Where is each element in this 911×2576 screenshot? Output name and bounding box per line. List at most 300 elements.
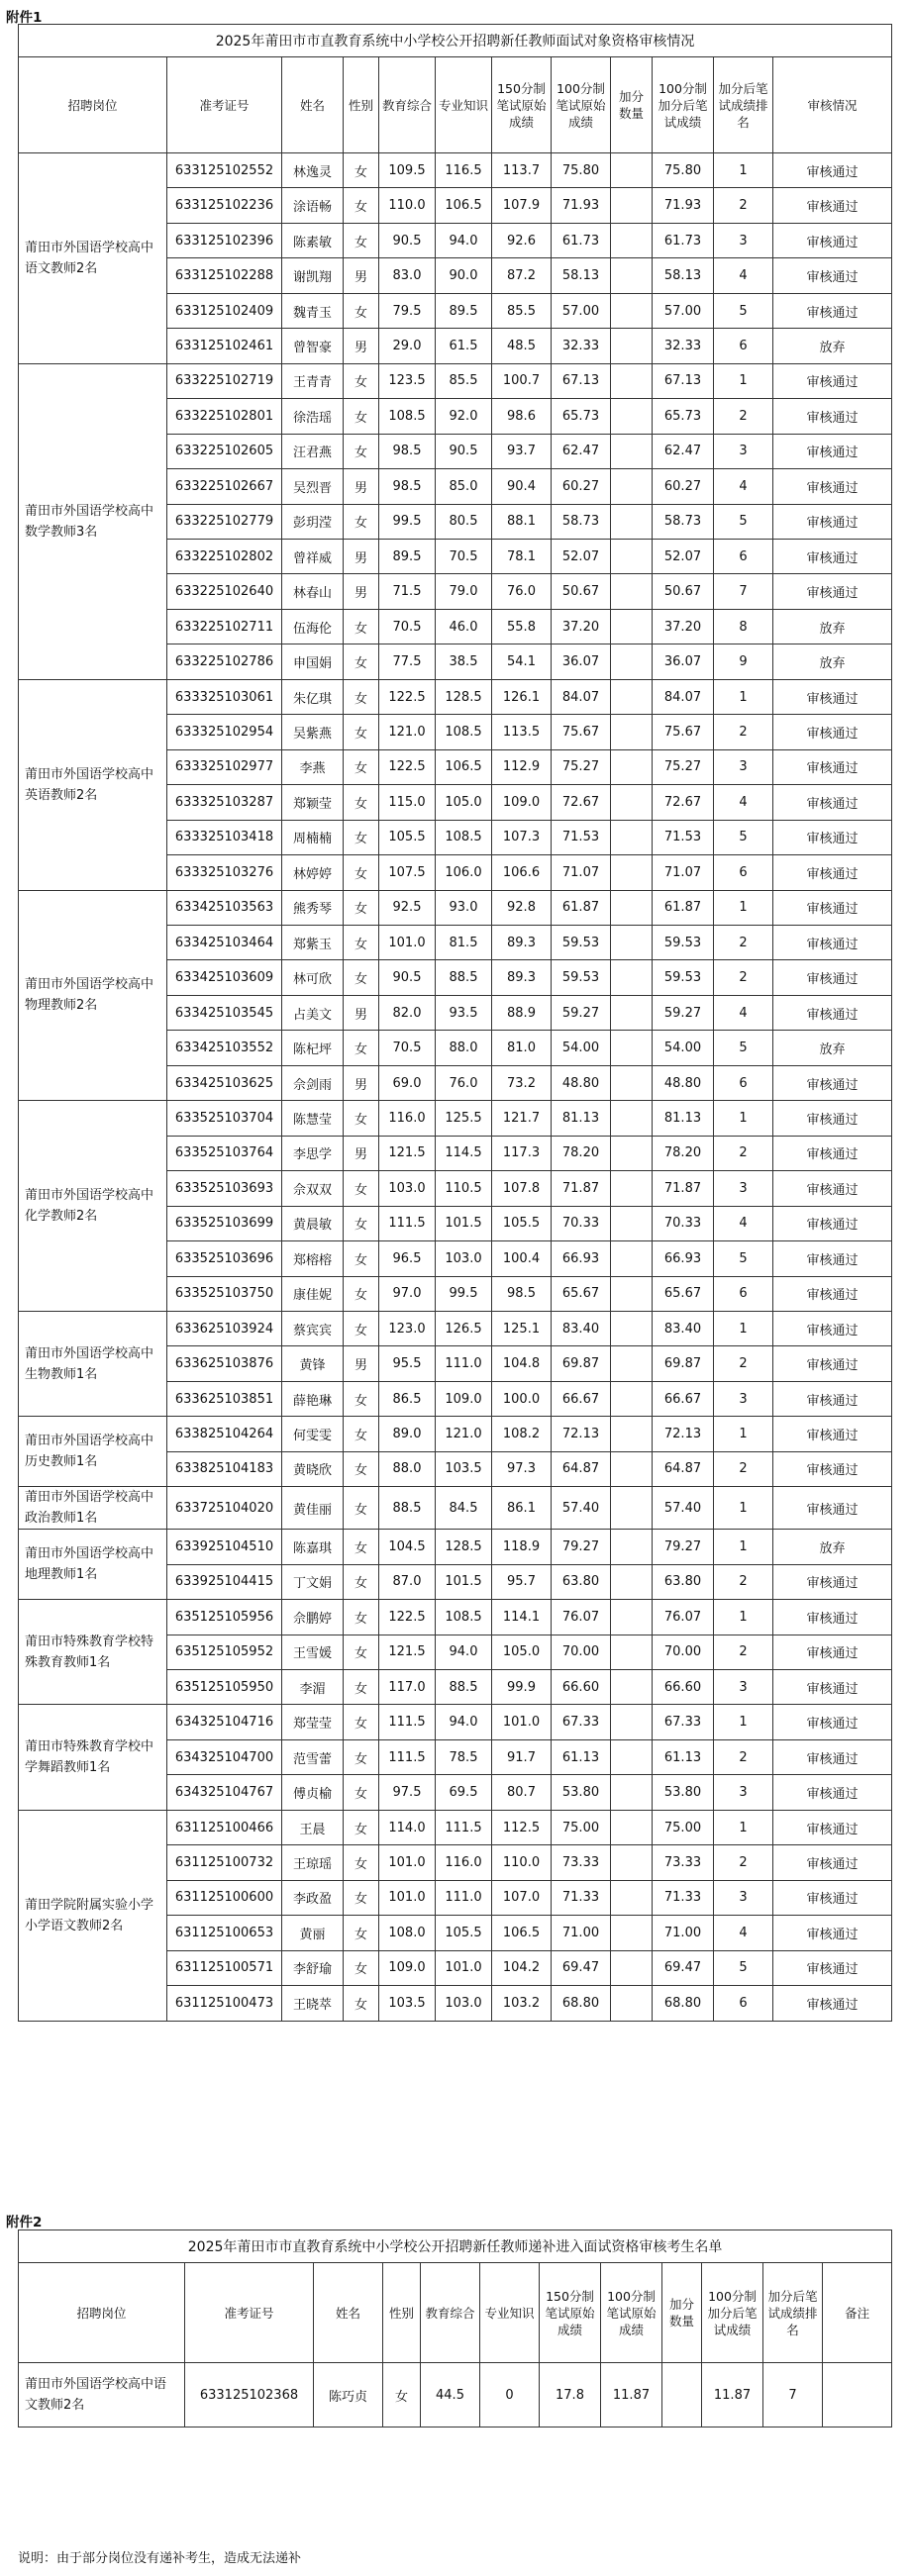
rank-cell: 6 xyxy=(714,539,773,573)
rank-cell: 2 xyxy=(714,715,773,749)
raw-150-cell: 112.9 xyxy=(492,749,552,784)
name-cell: 王晨 xyxy=(282,1810,344,1844)
exam-id-cell: 634325104767 xyxy=(167,1775,282,1810)
raw-100-cell: 66.67 xyxy=(552,1381,611,1416)
raw-100-cell: 37.20 xyxy=(552,609,611,644)
raw-150-cell: 48.5 xyxy=(492,329,552,363)
exam-id-cell: 631125100473 xyxy=(167,1986,282,2021)
edu-general-cell: 105.5 xyxy=(379,820,436,854)
gender-cell: 女 xyxy=(344,855,379,890)
raw-150-cell: 99.9 xyxy=(492,1670,552,1705)
post-cell: 莆田市外国语学校高中生物教师1名 xyxy=(19,1311,167,1416)
bonus-cell xyxy=(611,785,653,820)
score-after-bonus-cell: 72.67 xyxy=(653,785,714,820)
rank-cell: 4 xyxy=(714,995,773,1030)
edu-general-cell: 88.0 xyxy=(379,1451,436,1486)
name-cell: 谢凯翔 xyxy=(282,258,344,293)
name-cell: 郑莹莹 xyxy=(282,1705,344,1739)
raw-150-cell: 98.5 xyxy=(492,1276,552,1311)
raw-100-cell: 59.53 xyxy=(552,925,611,959)
gender-cell: 女 xyxy=(344,820,379,854)
score-after-bonus-cell: 66.60 xyxy=(653,1670,714,1705)
gender-cell: 女 xyxy=(344,644,379,679)
review-status-cell: 审核通过 xyxy=(773,1775,892,1810)
bonus-cell xyxy=(611,1950,653,1985)
raw-100-cell: 58.73 xyxy=(552,504,611,539)
post-cell: 莆田市外国语学校高中化学教师2名 xyxy=(19,1101,167,1312)
raw-100-cell: 73.33 xyxy=(552,1845,611,1880)
review-status-cell: 审核通过 xyxy=(773,1705,892,1739)
bonus-cell xyxy=(611,715,653,749)
professional-cell: 108.5 xyxy=(436,1600,492,1635)
review-status-cell: 放弃 xyxy=(773,329,892,363)
rank-cell: 3 xyxy=(714,1381,773,1416)
raw-100-cell: 75.27 xyxy=(552,749,611,784)
raw-100-cell: 36.07 xyxy=(552,644,611,679)
name-cell: 王晓萃 xyxy=(282,1986,344,2021)
raw-100-cell: 59.27 xyxy=(552,995,611,1030)
col-header-exam-id: 准考证号 xyxy=(185,2263,314,2363)
exam-id-cell: 631125100600 xyxy=(167,1880,282,1915)
professional-cell: 106.0 xyxy=(436,855,492,890)
score-after-bonus-cell: 65.67 xyxy=(653,1276,714,1311)
professional-cell: 103.5 xyxy=(436,1451,492,1486)
score-after-bonus-cell: 73.33 xyxy=(653,1845,714,1880)
raw-100-cell: 65.67 xyxy=(552,1276,611,1311)
bonus-cell xyxy=(662,2363,702,2427)
col-header-post: 招聘岗位 xyxy=(19,57,167,153)
raw-150-cell: 80.7 xyxy=(492,1775,552,1810)
bonus-cell xyxy=(611,1171,653,1206)
bonus-cell xyxy=(611,574,653,609)
name-cell: 彭玥滢 xyxy=(282,504,344,539)
raw-150-cell: 100.7 xyxy=(492,363,552,398)
raw-100-cell: 64.87 xyxy=(552,1451,611,1486)
rank-cell: 8 xyxy=(714,609,773,644)
exam-id-cell: 633425103625 xyxy=(167,1065,282,1100)
exam-id-cell: 633425103609 xyxy=(167,960,282,995)
professional-cell: 128.5 xyxy=(436,679,492,714)
table-row xyxy=(19,679,892,714)
edu-general-cell: 123.0 xyxy=(379,1311,436,1345)
col-header-remarks: 备注 xyxy=(823,2263,892,2363)
professional-cell: 79.0 xyxy=(436,574,492,609)
table-row xyxy=(19,2363,892,2427)
score-after-bonus-cell: 11.87 xyxy=(702,2363,763,2427)
exam-id-cell: 633625103851 xyxy=(167,1381,282,1416)
bonus-cell xyxy=(611,1346,653,1381)
raw-100-cell: 60.27 xyxy=(552,469,611,504)
exam-id-cell: 633425103464 xyxy=(167,925,282,959)
score-after-bonus-cell: 70.33 xyxy=(653,1206,714,1240)
bonus-cell xyxy=(611,539,653,573)
bonus-cell xyxy=(611,1530,653,1564)
annex2-title: 2025年莆田市市直教育系统中小学校公开招聘新任教师递补进入面试资格审核考生名单 xyxy=(19,2230,892,2263)
raw-100-cell: 50.67 xyxy=(552,574,611,609)
exam-id-cell: 633125102409 xyxy=(167,293,282,328)
name-cell: 郑榕榕 xyxy=(282,1241,344,1276)
name-cell: 林可欣 xyxy=(282,960,344,995)
score-after-bonus-cell: 60.27 xyxy=(653,469,714,504)
exam-id-cell: 633825104183 xyxy=(167,1451,282,1486)
bonus-cell xyxy=(611,679,653,714)
raw-150-cell: 106.5 xyxy=(492,1916,552,1950)
review-status-cell: 审核通过 xyxy=(773,855,892,890)
annex1-title: 2025年莆田市市直教育系统中小学校公开招聘新任教师面试对象资格审核情况 xyxy=(19,25,892,57)
bonus-cell xyxy=(611,363,653,398)
table-row xyxy=(19,890,892,925)
exam-id-cell: 635125105956 xyxy=(167,1600,282,1635)
raw-150-cell: 90.4 xyxy=(492,469,552,504)
name-cell: 王雪媛 xyxy=(282,1635,344,1669)
raw-150-cell: 78.1 xyxy=(492,539,552,573)
review-status-cell: 审核通过 xyxy=(773,820,892,854)
score-after-bonus-cell: 48.80 xyxy=(653,1065,714,1100)
raw-100-cell: 76.07 xyxy=(552,1600,611,1635)
score-after-bonus-cell: 52.07 xyxy=(653,539,714,573)
col-header-review: 审核情况 xyxy=(773,57,892,153)
raw-100-cell: 59.53 xyxy=(552,960,611,995)
professional-cell: 103.0 xyxy=(436,1986,492,2021)
edu-general-cell: 77.5 xyxy=(379,644,436,679)
professional-cell: 88.5 xyxy=(436,1670,492,1705)
review-status-cell: 审核通过 xyxy=(773,1845,892,1880)
edu-general-cell: 123.5 xyxy=(379,363,436,398)
edu-general-cell: 107.5 xyxy=(379,855,436,890)
bonus-cell xyxy=(611,258,653,293)
score-after-bonus-cell: 83.40 xyxy=(653,1311,714,1345)
raw-150-cell: 109.0 xyxy=(492,785,552,820)
exam-id-cell: 633225102719 xyxy=(167,363,282,398)
edu-general-cell: 71.5 xyxy=(379,574,436,609)
edu-general-cell: 97.5 xyxy=(379,1775,436,1810)
review-status-cell: 审核通过 xyxy=(773,574,892,609)
professional-cell: 106.5 xyxy=(436,188,492,223)
review-status-cell: 审核通过 xyxy=(773,363,892,398)
raw-150-cell: 95.7 xyxy=(492,1564,552,1599)
professional-cell: 88.5 xyxy=(436,960,492,995)
edu-general-cell: 89.5 xyxy=(379,539,436,573)
gender-cell: 女 xyxy=(344,1381,379,1416)
post-cell: 莆田市外国语学校高中政治教师1名 xyxy=(19,1487,167,1530)
gender-cell: 女 xyxy=(344,1775,379,1810)
bonus-cell xyxy=(611,820,653,854)
rank-cell: 5 xyxy=(714,504,773,539)
raw-150-cell: 85.5 xyxy=(492,293,552,328)
rank-cell: 5 xyxy=(714,1031,773,1065)
professional-cell: 101.5 xyxy=(436,1206,492,1240)
professional-cell: 0 xyxy=(480,2363,540,2427)
score-after-bonus-cell: 36.07 xyxy=(653,644,714,679)
gender-cell: 女 xyxy=(344,1451,379,1486)
edu-general-cell: 121.5 xyxy=(379,1635,436,1669)
col-header-raw-150: 150分制笔试原始成绩 xyxy=(540,2263,601,2363)
name-cell: 徐浩瑶 xyxy=(282,399,344,434)
professional-cell: 99.5 xyxy=(436,1276,492,1311)
name-cell: 朱亿琪 xyxy=(282,679,344,714)
edu-general-cell: 108.5 xyxy=(379,399,436,434)
bonus-cell xyxy=(611,1276,653,1311)
rank-cell: 5 xyxy=(714,1241,773,1276)
rank-cell: 1 xyxy=(714,1417,773,1451)
gender-cell: 女 xyxy=(344,1845,379,1880)
review-status-cell: 审核通过 xyxy=(773,153,892,188)
post-cell: 莆田市外国语学校高中语文教师2名 xyxy=(19,2363,185,2427)
bonus-cell xyxy=(611,1810,653,1844)
review-status-cell: 审核通过 xyxy=(773,1950,892,1985)
annex2-table xyxy=(18,2229,892,2427)
gender-cell: 女 xyxy=(383,2363,421,2427)
edu-general-cell: 122.5 xyxy=(379,749,436,784)
exam-id-cell: 631125100732 xyxy=(167,1845,282,1880)
bonus-cell xyxy=(611,609,653,644)
raw-100-cell: 52.07 xyxy=(552,539,611,573)
review-status-cell: 审核通过 xyxy=(773,539,892,573)
score-after-bonus-cell: 81.13 xyxy=(653,1101,714,1136)
edu-general-cell: 70.5 xyxy=(379,609,436,644)
review-status-cell: 审核通过 xyxy=(773,504,892,539)
name-cell: 魏青玉 xyxy=(282,293,344,328)
exam-id-cell: 633225102605 xyxy=(167,434,282,468)
bonus-cell xyxy=(611,1451,653,1486)
exam-id-cell: 633225102779 xyxy=(167,504,282,539)
name-cell: 林婷婷 xyxy=(282,855,344,890)
post-cell: 莆田市外国语学校高中物理教师2名 xyxy=(19,890,167,1101)
raw-100-cell: 11.87 xyxy=(601,2363,662,2427)
raw-100-cell: 75.80 xyxy=(552,153,611,188)
gender-cell: 男 xyxy=(344,258,379,293)
exam-id-cell: 633425103552 xyxy=(167,1031,282,1065)
gender-cell: 女 xyxy=(344,1950,379,1985)
raw-150-cell: 113.7 xyxy=(492,153,552,188)
exam-id-cell: 633225102801 xyxy=(167,399,282,434)
gender-cell: 男 xyxy=(344,329,379,363)
col-header-bonus: 加分数量 xyxy=(611,57,653,153)
gender-cell: 女 xyxy=(344,1417,379,1451)
score-after-bonus-cell: 70.00 xyxy=(653,1635,714,1669)
name-cell: 李舒瑜 xyxy=(282,1950,344,1985)
rank-cell: 2 xyxy=(714,1346,773,1381)
name-cell: 曾智豪 xyxy=(282,329,344,363)
rank-cell: 3 xyxy=(714,1775,773,1810)
exam-id-cell: 633125102552 xyxy=(167,153,282,188)
edu-general-cell: 111.5 xyxy=(379,1739,436,1774)
rank-cell: 1 xyxy=(714,1600,773,1635)
gender-cell: 男 xyxy=(344,1065,379,1100)
raw-150-cell: 104.8 xyxy=(492,1346,552,1381)
professional-cell: 46.0 xyxy=(436,609,492,644)
post-cell: 莆田市外国语学校高中英语教师2名 xyxy=(19,679,167,890)
professional-cell: 128.5 xyxy=(436,1530,492,1564)
raw-100-cell: 61.73 xyxy=(552,223,611,257)
professional-cell: 111.5 xyxy=(436,1810,492,1844)
name-cell: 陈素敏 xyxy=(282,223,344,257)
raw-150-cell: 114.1 xyxy=(492,1600,552,1635)
gender-cell: 女 xyxy=(344,1564,379,1599)
edu-general-cell: 101.0 xyxy=(379,1845,436,1880)
professional-cell: 108.5 xyxy=(436,820,492,854)
col-header-score-after-bonus: 100分制加分后笔试成绩 xyxy=(653,57,714,153)
raw-150-cell: 121.7 xyxy=(492,1101,552,1136)
name-cell: 黄晓欣 xyxy=(282,1451,344,1486)
gender-cell: 女 xyxy=(344,1487,379,1530)
score-after-bonus-cell: 75.00 xyxy=(653,1810,714,1844)
professional-cell: 89.5 xyxy=(436,293,492,328)
raw-100-cell: 65.73 xyxy=(552,399,611,434)
professional-cell: 90.5 xyxy=(436,434,492,468)
bonus-cell xyxy=(611,890,653,925)
bonus-cell xyxy=(611,1065,653,1100)
score-after-bonus-cell: 64.87 xyxy=(653,1451,714,1486)
review-status-cell: 放弃 xyxy=(773,1530,892,1564)
exam-id-cell: 633525103696 xyxy=(167,1241,282,1276)
review-status-cell: 审核通过 xyxy=(773,1564,892,1599)
bonus-cell xyxy=(611,1670,653,1705)
gender-cell: 女 xyxy=(344,1031,379,1065)
professional-cell: 114.5 xyxy=(436,1136,492,1170)
exam-id-cell: 633425103563 xyxy=(167,890,282,925)
rank-cell: 3 xyxy=(714,749,773,784)
exam-id-cell: 633925104415 xyxy=(167,1564,282,1599)
name-cell: 吴紫燕 xyxy=(282,715,344,749)
col-header-post: 招聘岗位 xyxy=(19,2263,185,2363)
bonus-cell xyxy=(611,1916,653,1950)
edu-general-cell: 88.5 xyxy=(379,1487,436,1530)
score-after-bonus-cell: 58.13 xyxy=(653,258,714,293)
rank-cell: 2 xyxy=(714,1564,773,1599)
review-status-cell: 审核通过 xyxy=(773,749,892,784)
professional-cell: 76.0 xyxy=(436,1065,492,1100)
name-cell: 范雪蕾 xyxy=(282,1739,344,1774)
edu-general-cell: 117.0 xyxy=(379,1670,436,1705)
exam-id-cell: 633325103418 xyxy=(167,820,282,854)
rank-cell: 3 xyxy=(714,1670,773,1705)
edu-general-cell: 114.0 xyxy=(379,1810,436,1844)
gender-cell: 男 xyxy=(344,469,379,504)
review-status-cell: 审核通过 xyxy=(773,1101,892,1136)
post-cell: 莆田市特殊教育学校特殊教育教师1名 xyxy=(19,1600,167,1705)
gender-cell: 女 xyxy=(344,223,379,257)
rank-cell: 2 xyxy=(714,1635,773,1669)
raw-150-cell: 100.0 xyxy=(492,1381,552,1416)
rank-cell: 4 xyxy=(714,469,773,504)
post-cell: 莆田市特殊教育学校中学舞蹈教师1名 xyxy=(19,1705,167,1810)
col-header-name: 姓名 xyxy=(314,2263,383,2363)
edu-general-cell: 44.5 xyxy=(421,2363,480,2427)
name-cell: 王琼瑶 xyxy=(282,1845,344,1880)
bonus-cell xyxy=(611,504,653,539)
score-after-bonus-cell: 57.00 xyxy=(653,293,714,328)
table-row xyxy=(19,1705,892,1739)
professional-cell: 69.5 xyxy=(436,1775,492,1810)
raw-100-cell: 84.07 xyxy=(552,679,611,714)
score-after-bonus-cell: 59.27 xyxy=(653,995,714,1030)
score-after-bonus-cell: 71.87 xyxy=(653,1171,714,1206)
annex2-table-body xyxy=(19,2363,892,2427)
raw-150-cell: 55.8 xyxy=(492,609,552,644)
rank-cell: 9 xyxy=(714,644,773,679)
gender-cell: 女 xyxy=(344,1670,379,1705)
post-cell: 莆田市外国语学校高中历史教师1名 xyxy=(19,1417,167,1487)
raw-150-cell: 125.1 xyxy=(492,1311,552,1345)
raw-150-cell: 88.9 xyxy=(492,995,552,1030)
professional-cell: 80.5 xyxy=(436,504,492,539)
score-after-bonus-cell: 75.67 xyxy=(653,715,714,749)
name-cell: 周楠楠 xyxy=(282,820,344,854)
name-cell: 李燕 xyxy=(282,749,344,784)
bonus-cell xyxy=(611,1564,653,1599)
rank-cell: 5 xyxy=(714,293,773,328)
gender-cell: 女 xyxy=(344,399,379,434)
col-header-rank: 加分后笔试成绩排名 xyxy=(714,57,773,153)
bonus-cell xyxy=(611,995,653,1030)
exam-id-cell: 631125100571 xyxy=(167,1950,282,1985)
review-status-cell: 审核通过 xyxy=(773,258,892,293)
rank-cell: 4 xyxy=(714,1206,773,1240)
edu-general-cell: 90.5 xyxy=(379,223,436,257)
raw-100-cell: 62.47 xyxy=(552,434,611,468)
gender-cell: 女 xyxy=(344,785,379,820)
exam-id-cell: 633125102461 xyxy=(167,329,282,363)
raw-150-cell: 107.0 xyxy=(492,1880,552,1915)
review-status-cell: 审核通过 xyxy=(773,1381,892,1416)
exam-id-cell: 633225102786 xyxy=(167,644,282,679)
review-status-cell: 放弃 xyxy=(773,609,892,644)
professional-cell: 81.5 xyxy=(436,925,492,959)
bonus-cell xyxy=(611,1635,653,1669)
raw-100-cell: 72.13 xyxy=(552,1417,611,1451)
edu-general-cell: 96.5 xyxy=(379,1241,436,1276)
table-row xyxy=(19,1530,892,1564)
post-cell: 莆田市外国语学校高中数学教师3名 xyxy=(19,363,167,679)
review-status-cell: 审核通过 xyxy=(773,1171,892,1206)
gender-cell: 女 xyxy=(344,925,379,959)
score-after-bonus-cell: 65.73 xyxy=(653,399,714,434)
rank-cell: 5 xyxy=(714,820,773,854)
edu-general-cell: 92.5 xyxy=(379,890,436,925)
gender-cell: 女 xyxy=(344,434,379,468)
gender-cell: 女 xyxy=(344,890,379,925)
name-cell: 黄锋 xyxy=(282,1346,344,1381)
score-after-bonus-cell: 59.53 xyxy=(653,960,714,995)
exam-id-cell: 633825104264 xyxy=(167,1417,282,1451)
edu-general-cell: 98.5 xyxy=(379,434,436,468)
exam-id-cell: 631125100466 xyxy=(167,1810,282,1844)
professional-cell: 105.0 xyxy=(436,785,492,820)
raw-100-cell: 83.40 xyxy=(552,1311,611,1345)
name-cell: 熊秀琴 xyxy=(282,890,344,925)
bonus-cell xyxy=(611,855,653,890)
gender-cell: 女 xyxy=(344,363,379,398)
review-status-cell: 审核通过 xyxy=(773,679,892,714)
score-after-bonus-cell: 67.33 xyxy=(653,1705,714,1739)
exam-id-cell: 633525103693 xyxy=(167,1171,282,1206)
edu-general-cell: 115.0 xyxy=(379,785,436,820)
review-status-cell: 审核通过 xyxy=(773,1487,892,1530)
rank-cell: 6 xyxy=(714,329,773,363)
gender-cell: 女 xyxy=(344,1635,379,1669)
rank-cell: 2 xyxy=(714,925,773,959)
name-cell: 蔡宾宾 xyxy=(282,1311,344,1345)
exam-id-cell: 633625103924 xyxy=(167,1311,282,1345)
edu-general-cell: 111.5 xyxy=(379,1705,436,1739)
bonus-cell xyxy=(611,1311,653,1345)
raw-150-cell: 93.7 xyxy=(492,434,552,468)
edu-general-cell: 108.0 xyxy=(379,1916,436,1950)
raw-100-cell: 71.87 xyxy=(552,1171,611,1206)
rank-cell: 1 xyxy=(714,363,773,398)
rank-cell: 6 xyxy=(714,1276,773,1311)
